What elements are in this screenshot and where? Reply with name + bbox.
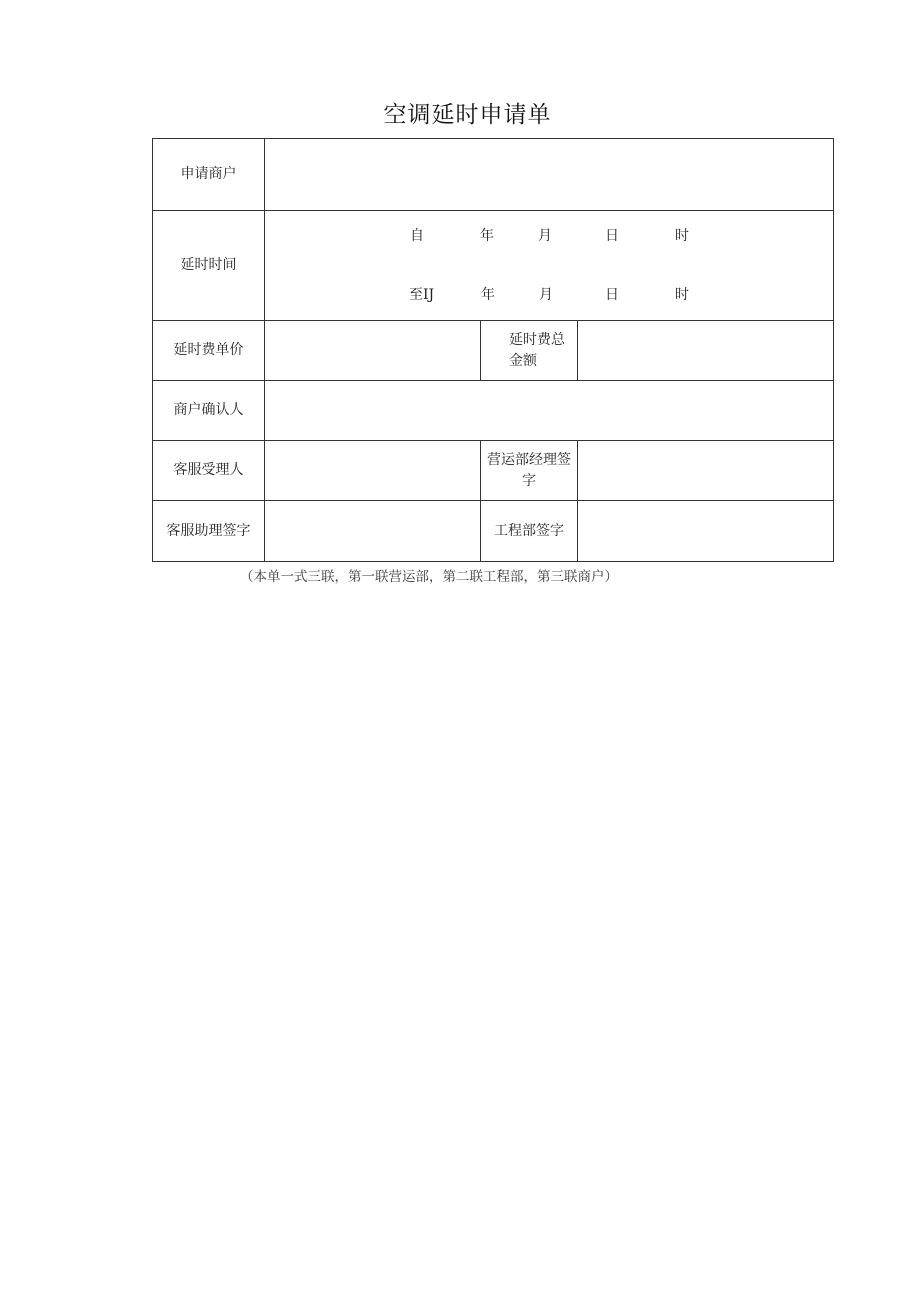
service-receiver-field[interactable]: [265, 441, 480, 500]
delay-time-field[interactable]: [265, 211, 833, 320]
from-day-unit: 日: [605, 228, 619, 244]
delay-time-label: 延时时间: [180, 257, 237, 273]
merchant-confirm-field[interactable]: [265, 381, 833, 440]
copies-footnote: （本单一式三联，第一联营运部，第二联工程部，第三联商户）: [240, 569, 618, 585]
from-prefix: 自: [410, 228, 424, 244]
ops-manager-sign-label-text: 营运部经理签字: [487, 451, 571, 489]
form-title: 空调延时申请单: [383, 102, 552, 128]
to-prefix: 至IJ: [409, 287, 435, 303]
service-assistant-sign-label: 客服助理签字: [166, 522, 251, 539]
unit-price-field[interactable]: [265, 321, 480, 380]
unit-price-label: 延时费单价: [173, 342, 244, 358]
delay-application-form: [152, 138, 834, 562]
total-fee-label: [481, 321, 577, 380]
merchant-field[interactable]: [265, 139, 833, 210]
total-fee-field[interactable]: [578, 321, 833, 380]
engineering-sign-field[interactable]: [578, 501, 833, 561]
merchant-confirm-label: 商户确认人: [173, 402, 244, 418]
total-fee-label-text: 延时费总金额: [509, 331, 565, 369]
to-hour-unit: 时: [675, 287, 689, 303]
to-month-unit: 月: [539, 287, 553, 303]
from-year-unit: 年: [480, 228, 494, 244]
to-day-unit: 日: [605, 287, 619, 303]
merchant-label: 申请商户: [180, 166, 237, 182]
to-year-unit: 年: [481, 287, 495, 303]
ops-manager-sign-label: [481, 441, 577, 500]
from-month-unit: 月: [538, 228, 552, 244]
from-hour-unit: 时: [675, 228, 689, 244]
ops-manager-sign-field[interactable]: [578, 441, 833, 500]
service-assistant-sign-field[interactable]: [265, 501, 480, 561]
engineering-sign-label: 工程部签字: [494, 522, 564, 539]
service-receiver-label: 客服受理人: [173, 462, 244, 478]
